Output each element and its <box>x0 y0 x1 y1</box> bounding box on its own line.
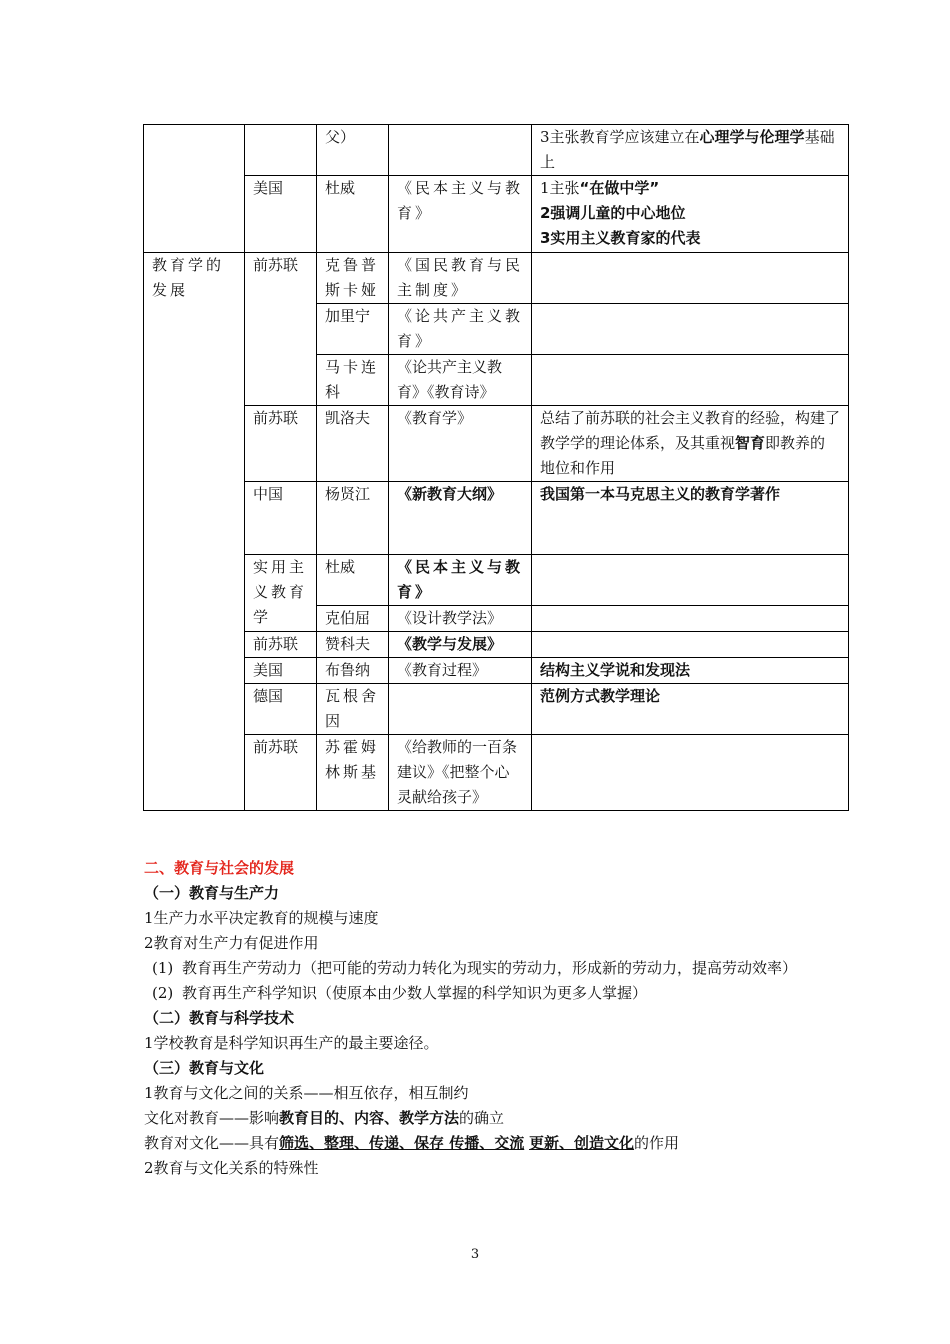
educator-name: 赞科夫 <box>325 635 371 653</box>
educator-name: 苏霍姆林斯基 <box>325 738 380 781</box>
table-cell <box>245 632 317 658</box>
country-label: 美国 <box>253 661 284 679</box>
note-paragraph: 1学校教育是科学知识再生产的最主要途径。 <box>144 1034 439 1052</box>
country-label: 美国 <box>253 179 284 197</box>
note-text: 即教养的地位和作用 <box>540 434 826 477</box>
table-cell <box>317 684 389 735</box>
table-cell <box>389 555 532 606</box>
table-cell <box>532 406 849 482</box>
book-title: 《教学与发展》 <box>397 635 503 653</box>
notes-section <box>144 856 834 1181</box>
note-line: 2强调儿童的中心地位 <box>540 204 686 222</box>
country-label: 前苏联 <box>253 256 299 274</box>
note-bold: 智育 <box>735 434 766 452</box>
book-title: 《民本主义与教育》 <box>397 558 524 601</box>
book-title: 《给教师的一百条建议》《把整个心灵献给孩子》 <box>397 738 518 806</box>
table-cell <box>317 658 389 684</box>
educator-name: 克鲁普斯卡娅 <box>325 256 380 299</box>
book-title: 《论共产主义教育》 <box>397 307 524 350</box>
table-cell <box>317 125 389 176</box>
table-cell <box>389 482 532 555</box>
table-row <box>144 555 849 606</box>
table-cell <box>532 632 849 658</box>
table-row <box>144 176 849 253</box>
table-cell <box>532 304 849 355</box>
list-text: 教育再生产劳动力（把可能的劳动力转化为现实的劳动力，形成新的劳动力，提高劳动效率） <box>182 959 798 977</box>
table-cell <box>245 176 317 253</box>
table-cell <box>245 125 317 176</box>
educator-name: 杨贤江 <box>325 485 371 503</box>
table-cell <box>245 735 317 811</box>
table-cell <box>532 482 849 555</box>
note-line: 3实用主义教育家的代表 <box>540 229 701 247</box>
table-cell <box>144 125 245 253</box>
table-cell <box>389 176 532 253</box>
table-row <box>144 253 849 304</box>
table-cell <box>317 304 389 355</box>
book-title: 《设计教学法》 <box>397 609 503 627</box>
note-text: 教育对文化——具有 <box>144 1134 280 1152</box>
table-cell <box>245 406 317 482</box>
table-cell <box>245 684 317 735</box>
table-cell <box>389 735 532 811</box>
table-cell <box>532 606 849 632</box>
table-row <box>144 406 849 482</box>
note-bold: “在做中学” <box>579 179 660 197</box>
book-title: 《国民教育与民主制度》 <box>397 256 524 299</box>
country-label: 前苏联 <box>253 635 299 653</box>
table-cell <box>245 253 317 406</box>
table-cell <box>317 253 389 304</box>
educator-name: 马卡连科 <box>325 358 380 401</box>
subsection-heading: （一）教育与生产力 <box>144 884 280 902</box>
educator-name: 克伯屈 <box>325 609 371 627</box>
list-number: (1) <box>152 959 174 977</box>
note-bold: 结构主义学说和发现法 <box>540 661 691 679</box>
table-cell <box>532 555 849 606</box>
table-cell <box>317 176 389 253</box>
table-row <box>144 482 849 555</box>
table-cell <box>389 304 532 355</box>
note-paragraph: 2教育与文化关系的特殊性 <box>144 1159 319 1177</box>
table-cell <box>317 482 389 555</box>
table-cell <box>389 253 532 304</box>
table-row <box>144 632 849 658</box>
book-title: 《教育学》 <box>397 409 473 427</box>
country-label: 前苏联 <box>253 738 299 756</box>
table-cell <box>389 406 532 482</box>
table-cell <box>532 125 849 176</box>
category-label: 教育学的发展 <box>152 256 225 299</box>
table-cell <box>144 253 245 811</box>
educator-name: 杜威 <box>325 179 356 197</box>
note-text: 基础上 <box>540 128 835 171</box>
subsection-heading: （二）教育与科学技术 <box>144 1009 295 1027</box>
table-cell <box>317 735 389 811</box>
note-text: 的作用 <box>634 1134 680 1152</box>
note-line <box>540 176 840 201</box>
table-cell <box>389 684 532 735</box>
note-text: 3主张教育学应该建立在 <box>540 128 700 146</box>
table-cell <box>245 482 317 555</box>
note-paragraph: 1生产力水平决定教育的规模与速度 <box>144 909 379 927</box>
table-cell <box>532 253 849 304</box>
list-number: (2) <box>152 984 174 1002</box>
educator-name: 布鲁纳 <box>325 661 371 679</box>
note-paragraph <box>144 1106 834 1131</box>
table-cell <box>389 355 532 406</box>
table-cell <box>317 406 389 482</box>
book-title: 《教育过程》 <box>397 661 488 679</box>
note-paragraph: 1教育与文化之间的关系——相互依存，相互制约 <box>144 1084 469 1102</box>
table-row <box>144 735 849 811</box>
table-cell <box>245 658 317 684</box>
note-bold: 心理学与伦理学 <box>699 128 805 146</box>
page-number: 3 <box>470 1247 480 1262</box>
book-title: 《民本主义与教育》 <box>397 179 524 222</box>
book-title: 《论共产主义教育》《教育诗》 <box>397 358 503 401</box>
table-cell <box>532 684 849 735</box>
educator-name: 瓦根舍因 <box>325 687 380 730</box>
table-cell <box>389 632 532 658</box>
country-label: 德国 <box>253 687 284 705</box>
table-cell <box>317 632 389 658</box>
educator-name: 加里宁 <box>325 307 371 325</box>
note-text: 1主张 <box>540 179 580 197</box>
table-cell <box>532 355 849 406</box>
table-row <box>144 684 849 735</box>
category-label: 实用主义教育学 <box>253 558 308 626</box>
table-cell <box>245 555 317 632</box>
list-text: 教育再生产科学知识（使原本由少数人掌握的科学知识为更多人掌握） <box>182 984 648 1002</box>
table-row <box>144 658 849 684</box>
note-paragraph <box>144 1131 834 1156</box>
table-cell <box>532 658 849 684</box>
book-title: 《新教育大纲》 <box>397 485 503 503</box>
note-paragraph: 2教育对生产力有促进作用 <box>144 934 319 952</box>
section-heading: 二、教育与社会的发展 <box>144 859 295 877</box>
educator-name: 凯洛夫 <box>325 409 371 427</box>
note-bold-underlined: 更新、创造文化 <box>529 1134 635 1152</box>
note-text: 文化对教育——影响 <box>144 1109 280 1127</box>
table-cell <box>389 606 532 632</box>
note-bold: 范例方式教学理论 <box>540 687 661 705</box>
list-item <box>144 981 834 1006</box>
table-cell <box>317 606 389 632</box>
table-cell <box>317 355 389 406</box>
country-label: 中国 <box>253 485 284 503</box>
note-text: 总结了前苏联的社会主义教育的经验，构建了教学学的理论体系，及其重视 <box>540 409 841 452</box>
country-label: 前苏联 <box>253 409 299 427</box>
table-row <box>144 125 849 176</box>
education-history-table <box>143 124 849 811</box>
educator-name: 父） <box>325 128 356 146</box>
table-cell <box>317 555 389 606</box>
list-item <box>144 956 834 981</box>
table-cell <box>532 735 849 811</box>
educator-name: 杜威 <box>325 558 356 576</box>
table-cell <box>389 658 532 684</box>
note-bold: 我国第一本马克思主义的教育学著作 <box>540 485 781 503</box>
table-cell <box>389 125 532 176</box>
note-text: 的确立 <box>459 1109 505 1127</box>
table-cell <box>532 176 849 253</box>
subsection-heading: （三）教育与文化 <box>144 1059 265 1077</box>
note-bold-underlined: 筛选、整理、传递、保存 传播、交流 <box>279 1134 525 1152</box>
note-bold: 教育目的、内容、教学方法 <box>279 1109 460 1127</box>
